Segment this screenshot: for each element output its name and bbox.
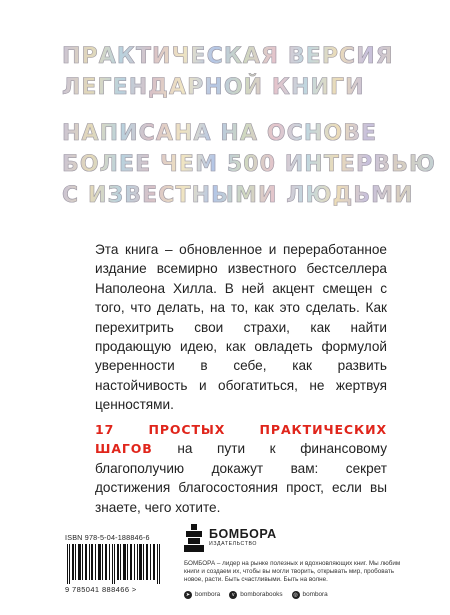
web-icon: ◎: [293, 591, 298, 598]
publisher-name: БОМБОРА: [209, 527, 277, 541]
social-label: bomborabooks: [240, 591, 283, 599]
book-description: Эта книга – обновленное и переработанное издание всемирно известного бестселлера Наполеона Хилла. В ней акцент смещен с того, что делать, на то, как это сделать. Как перехитрить свои страхи, как найти продающую идею, как овладеть формулой уверенности в себе, как развить настойчивость и обогатиться, не жертвуя ценностями.: [95, 242, 387, 413]
headline-line: БОЛЕЕ ЧЕМ 500 ИНТЕРВЬЮ: [62, 149, 442, 180]
vk-icon: v: [229, 591, 237, 599]
steps-paragraph: [95, 420, 387, 517]
publisher-logo: [184, 524, 404, 552]
isbn: ISBN 978-5-04-188846-6: [65, 533, 150, 542]
social-label: bombora: [302, 591, 328, 599]
social-links: [184, 591, 404, 599]
social-telegram[interactable]: [184, 591, 220, 599]
publisher-subtitle: ИЗДАТЕЛЬСТВО: [209, 541, 258, 547]
barcode-icon: [65, 544, 165, 584]
headline-line: НАПИСАНА НА ОСНОВЕ: [62, 118, 442, 149]
social-web[interactable]: [292, 591, 328, 599]
steps-text: на пути к финансовому благополучию докажут вам: секрет достижения благосостояния прост, если вы знаете, чего хотите.: [95, 441, 388, 515]
steps-lead: 17 ПРОСТЫХ ПРАКТИЧЕСКИХ ШАГОВ: [95, 422, 387, 457]
telegram-icon: ➤: [185, 591, 191, 598]
publisher-block: [184, 524, 404, 599]
bombora-logo-icon: [184, 524, 204, 552]
headline-line: С ИЗВЕСТНЫМИ ЛЮДЬМИ: [62, 180, 442, 211]
headline-line: ЛЕГЕНДАРНОЙ КНИГИ: [62, 72, 442, 103]
barcode-block: [65, 533, 167, 594]
social-vk[interactable]: [229, 591, 282, 599]
barcode-digits: 9 785041 888466 >: [65, 585, 137, 594]
publisher-description: БОМБОРА – лидер на рынке полезных и вдохновляющих книг. Мы любим книги и создаем их, чтобы вы могли творить, открывать мир, пробовать новое, расти. Быть счастливыми. Быть на волне.: [184, 560, 401, 584]
headline-legendary-book: [62, 41, 442, 103]
social-label: bombora: [195, 591, 221, 599]
headline-interviews: [62, 118, 442, 211]
headline-line: ПРАКТИЧЕСКАЯ ВЕРСИЯ: [62, 41, 442, 72]
